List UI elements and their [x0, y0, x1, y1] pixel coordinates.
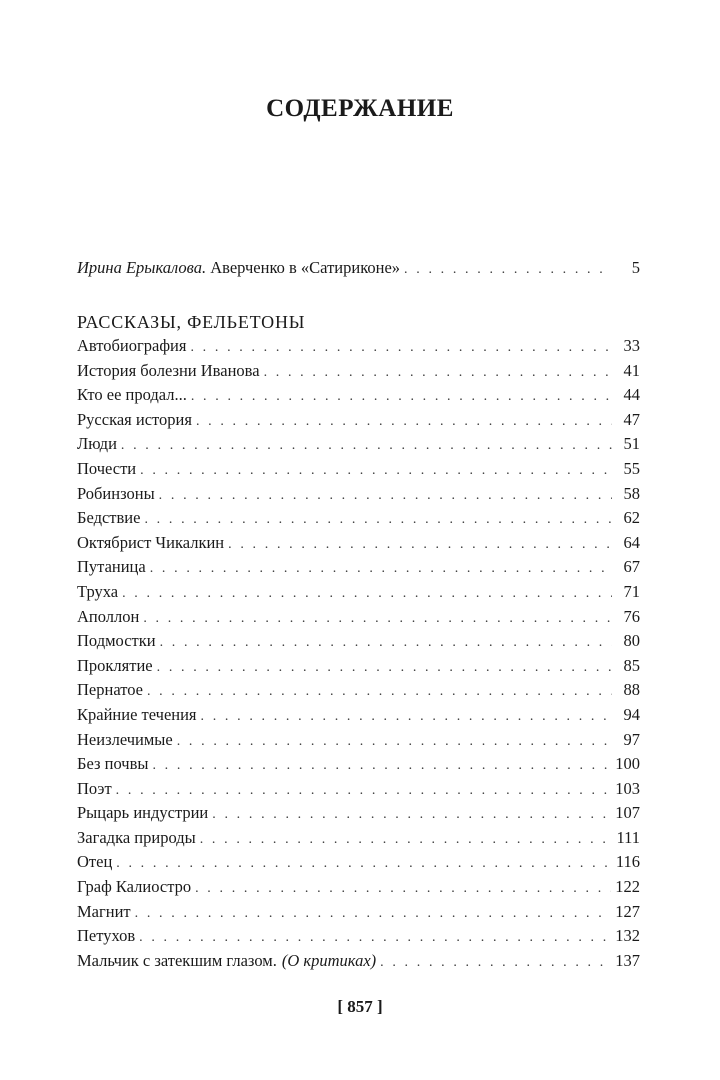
- toc-entry-page-number: 51: [623, 434, 640, 454]
- dot-leader: [264, 361, 612, 386]
- toc-entry-page-number: 67: [623, 557, 640, 577]
- dot-leader: [140, 459, 612, 484]
- toc-entry-title: Октябрист Чикалкин: [77, 532, 225, 552]
- toc-entry-page-number: 111: [616, 827, 640, 847]
- toc-entry-intro: [77, 258, 640, 278]
- toc-entry-title: Загадка природы: [77, 827, 196, 847]
- toc-entry-page-number: 116: [615, 852, 640, 872]
- toc-entry-title: Проклятие: [77, 655, 153, 675]
- dot-leader: [228, 533, 612, 558]
- toc-entry-page-number: 64: [623, 532, 640, 552]
- toc-entry-title: Отец: [77, 852, 113, 872]
- toc-entry: [77, 482, 640, 507]
- toc-entry: [77, 531, 640, 556]
- toc-entry-title: Русская история: [77, 409, 192, 429]
- dot-leader: [135, 902, 612, 927]
- toc-entry: [77, 900, 640, 925]
- page-folio: [ 857 ]: [337, 997, 383, 1016]
- toc-entry-page-number: 94: [623, 704, 640, 724]
- toc-entry-title: Рыцарь индустрии: [77, 803, 209, 823]
- toc-entry-page-number: 85: [623, 655, 640, 675]
- toc-entry-page-number: 33: [623, 336, 640, 355]
- toc-entry: [77, 728, 640, 753]
- toc-entry: [77, 678, 640, 703]
- toc-entry: [77, 605, 640, 630]
- toc-entry-page-number: 47: [623, 409, 640, 429]
- dot-leader: [147, 680, 612, 705]
- dot-leader: [195, 877, 611, 902]
- toc-entry: [77, 703, 640, 728]
- toc-entry-page-number: 103: [615, 778, 640, 798]
- intro-author: Ирина Ерыкалова.: [77, 258, 207, 277]
- toc-entry-title: Почести: [77, 458, 137, 478]
- dot-leader: [200, 828, 612, 853]
- toc-entry-page-number: 62: [623, 508, 640, 528]
- section-heading: РАССКАЗЫ, ФЕЛЬЕТОНЫ: [77, 312, 306, 332]
- toc-list: [77, 334, 640, 973]
- toc-entry: [77, 457, 640, 482]
- toc-entry-title: Бедствие: [77, 508, 141, 528]
- dot-leader: [177, 730, 612, 755]
- toc-entry-title: Подмостки: [77, 631, 156, 651]
- toc-entry: [77, 383, 640, 408]
- intro-title: Аверченко в «Сатириконе»: [210, 258, 401, 277]
- toc-entry: [77, 850, 640, 875]
- toc-entry-title: Поэт: [77, 778, 112, 798]
- toc-entry-title: Без почвы: [77, 754, 149, 774]
- toc-entry-page-number: 80: [623, 631, 640, 651]
- toc-entry: [77, 924, 640, 949]
- toc-entry: [77, 506, 640, 531]
- dot-leader: [380, 951, 611, 976]
- dot-leader: [160, 631, 612, 656]
- toc-entry: [77, 654, 640, 679]
- toc-entry-page-number: 107: [615, 803, 640, 823]
- dot-leader: [157, 656, 612, 681]
- dot-leader: [159, 484, 612, 509]
- dot-leader: [190, 336, 612, 361]
- dot-leader: [150, 557, 612, 582]
- toc-entry-page-number: 71: [623, 581, 640, 601]
- dot-leader: [116, 779, 612, 804]
- toc-entry: [77, 629, 640, 654]
- intro-page-number: 5: [631, 258, 640, 277]
- dot-leader: [121, 434, 612, 459]
- dot-leader: [212, 803, 611, 828]
- dot-leader: [152, 754, 611, 779]
- toc-entry: [77, 875, 640, 900]
- dot-leader: [143, 607, 612, 632]
- dot-leader: [144, 508, 612, 533]
- toc-entry-title: Мальчик с затекшим глазом.: [77, 950, 277, 970]
- toc-entry-page-number: 97: [623, 729, 640, 749]
- toc-entry-page-number: 132: [615, 926, 640, 946]
- toc-entry-page-number: 127: [615, 901, 640, 921]
- toc-entry-page-number: 100: [615, 754, 640, 774]
- toc-entry-title: Труха: [77, 581, 119, 601]
- toc-entry-page-number: 88: [623, 680, 640, 700]
- toc-entry: [77, 334, 640, 359]
- toc-entry: [77, 555, 640, 580]
- dot-leader: [191, 385, 612, 410]
- toc-entry-title: История болезни Иванова: [77, 360, 260, 380]
- toc-entry-page-number: 44: [623, 385, 640, 405]
- page-title: СОДЕРЖАНИЕ: [266, 95, 454, 122]
- dot-leader: [196, 410, 612, 435]
- toc-entry-title: Путаница: [77, 557, 146, 577]
- dot-leader: [116, 852, 612, 877]
- toc-entry: [77, 801, 640, 826]
- toc-entry: [77, 826, 640, 851]
- toc-entry-title: Автобиография: [77, 336, 187, 355]
- toc-entry-page-number: 76: [623, 606, 640, 626]
- toc-entry-page-number: 137: [615, 950, 640, 970]
- toc-entry: [77, 359, 640, 384]
- toc-entry-page-number: 55: [623, 458, 640, 478]
- toc-entry-note: (О критиках): [281, 950, 377, 970]
- toc-entry-title: Робинзоны: [77, 483, 155, 503]
- toc-entry-page-number: 41: [623, 360, 640, 380]
- toc-entry-title: Люди: [77, 434, 117, 454]
- toc-entry: [77, 408, 640, 433]
- toc-entry: [77, 752, 640, 777]
- toc-entry: [77, 949, 640, 974]
- toc-entry-title: Неизлечимые: [77, 729, 173, 749]
- toc-entry: [77, 777, 640, 802]
- toc-entry-title: Кто ее продал...: [77, 385, 187, 405]
- toc-entry-title: Пернатое: [77, 680, 143, 700]
- dot-leader: [122, 582, 612, 607]
- toc-entry-page-number: 122: [615, 877, 640, 897]
- dot-leader: [139, 926, 611, 951]
- toc-entry: [77, 432, 640, 457]
- toc-entry: [77, 580, 640, 605]
- toc-entry-title: Петухов: [77, 926, 136, 946]
- toc-entry-title: Магнит: [77, 901, 131, 921]
- toc-entry-page-number: 58: [623, 483, 640, 503]
- dot-leader: [201, 705, 612, 730]
- toc-entry-title: Крайние течения: [77, 704, 197, 724]
- dot-leader: [404, 262, 612, 278]
- toc-entry-title: Граф Калиостро: [77, 877, 192, 897]
- toc-entry-title: Аполлон: [77, 606, 140, 626]
